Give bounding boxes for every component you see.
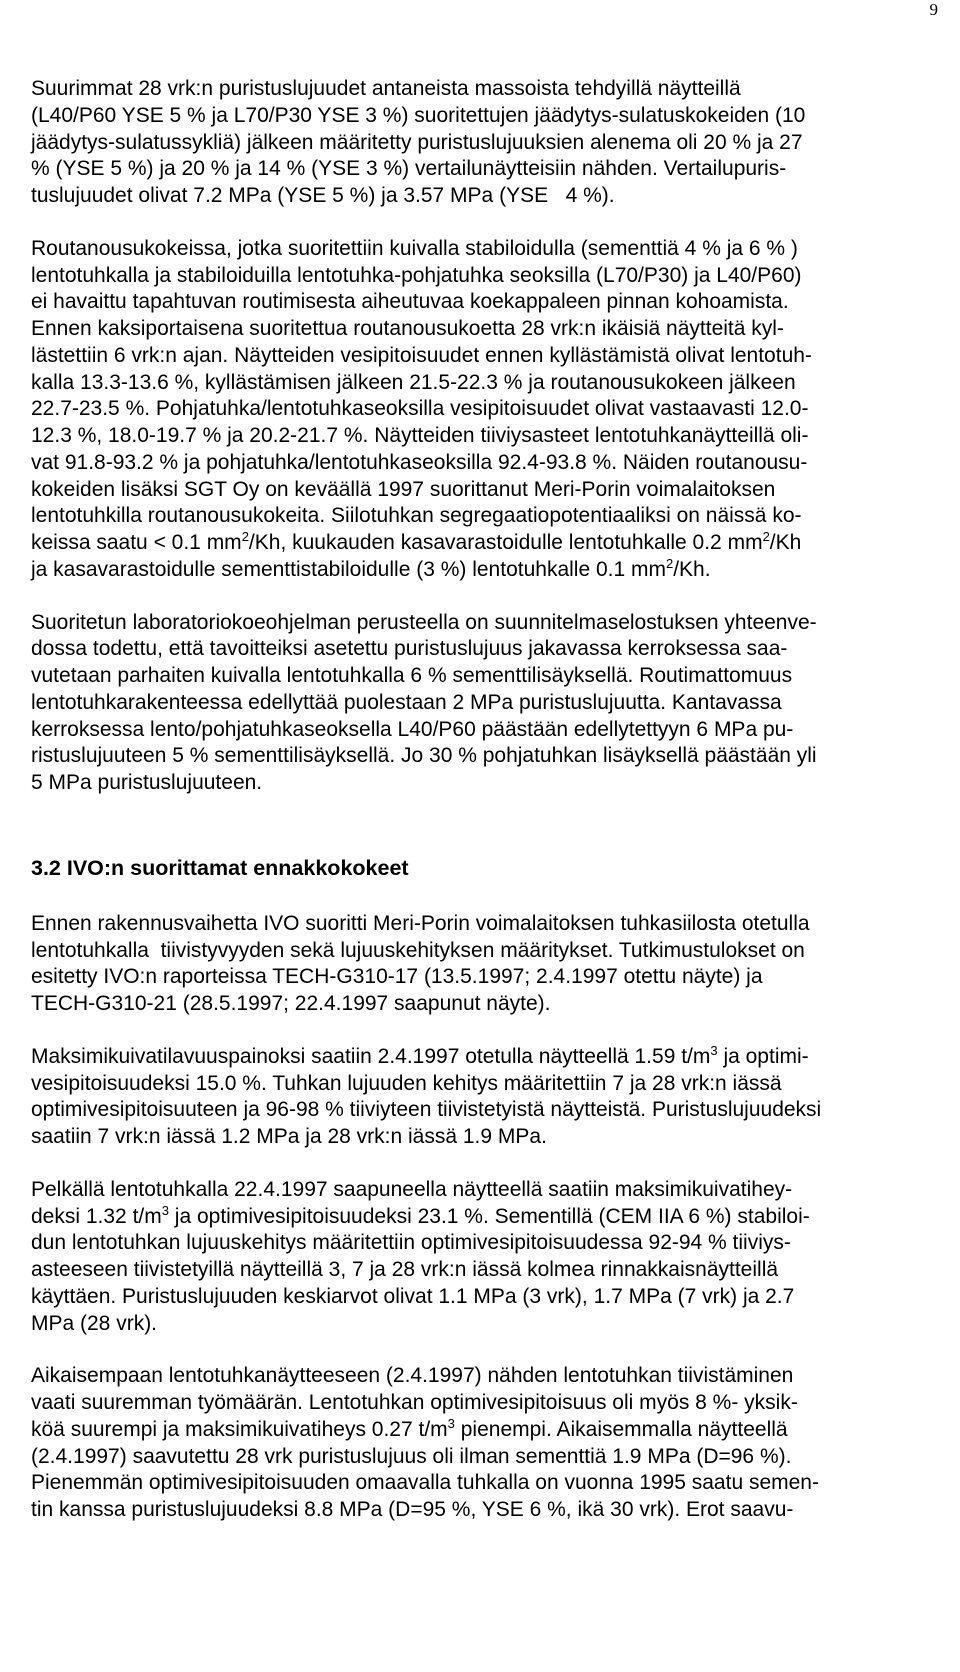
text-line: lentotuhkalla ja stabiloiduilla lentotuhka-pohjatuhka seoksilla (L70/P30) ja L40/P60) <box>31 263 802 287</box>
paragraph-freeze-thaw <box>31 76 960 210</box>
text-line: TECH-G310-21 (28.5.1997; 22.4.1997 saapunut näyte). <box>31 992 551 1015</box>
text-line: 5 MPa puristuslujuuteen. <box>31 771 263 794</box>
text-line: kalla 13.3-13.6 %, kyllästämisen jälkeen 21.5-22.3 % ja routanousukokeen jälkeen <box>31 370 796 394</box>
text-line: Ennen rakennusvaihetta IVO suoritti Meri-Porin voimalaitoksen tuhkasiilosta otetulla <box>31 911 810 935</box>
text-line: kokeiden lisäksi SGT Oy on keväällä 1997 suorittanut Meri-Porin voimalaitoksen <box>31 477 776 501</box>
text-line: vesipitoisuudeksi 15.0 %. Tuhkan lujuuden kehitys määritettiin 7 ja 28 vrk:n iässä <box>31 1071 782 1095</box>
text-segment: Maksimikuivatilavuuspainoksi saatiin 2.4.1997 otetulla näytteellä 1.59 t/m <box>31 1044 711 1068</box>
text-line: Aikaisempaan lentotuhkanäytteeseen (2.4.1997) nähden lentotuhkan tiivistäminen <box>31 1364 794 1388</box>
text-line: (L40/P60 YSE 5 % ja L70/P30 YSE 3 %) suoritettujen jäädytys-sulatuskokeiden (10 <box>31 103 806 127</box>
text-segment: /Kh. <box>673 557 711 581</box>
paragraph-comparison <box>31 1363 960 1524</box>
text-line: vaati suuremman työmäärän. Lentotuhkan optimivesipitoisuus oli myös 8 %- yksik- <box>31 1391 798 1414</box>
text-line: Suurimmat 28 vrk:n puristuslujuudet antaneista massoista tehdyillä näytteillä <box>31 77 741 100</box>
paragraph-frost-heave <box>31 236 960 584</box>
text-segment: deksi 1.32 t/m <box>31 1204 162 1228</box>
text-line: tuslujuudet olivat 7.2 MPa (YSE 5 %) ja 3.57 MPa (YSE 4 %). <box>31 184 615 207</box>
text-line: Pienemmän optimivesipitoisuuden omaavalla tuhkalla on vuonna 1995 saatu semen- <box>31 1471 819 1495</box>
text-segment: keissa saatu < 0.1 mm <box>31 531 242 554</box>
text-line: lentotuhkalla tiivistyvyyden sekä lujuuskehityksen määritykset. Tutkimustulokset on <box>31 938 805 962</box>
text-line: lästettiin 6 vrk:n ajan. Näytteiden vesipitoisuudet ennen kyllästämistä olivat lentotuh- <box>31 343 812 367</box>
text-line: käyttäen. Puristuslujuuden keskiarvot olivat 1.1 MPa (3 vrk), 1.7 MPa (7 vrk) ja 2.7 <box>31 1284 795 1308</box>
text-line: vat 91.8-93.2 % ja pohjatuhka/lentotuhkaseoksilla 92.4-93.8 %. Näiden routanousu- <box>31 450 808 474</box>
text-line: MPa (28 vrk). <box>31 1311 158 1335</box>
text-segment: ja kasavarastoidulle sementtistabiloidulle (3 %) lentotuhkalle 0.1 mm <box>31 557 666 581</box>
text-line: 22.7-23.5 %. Pohjatuhka/lentotuhkaseoksilla vesipitoisuudet olivat vastaavasti 12.0- <box>31 397 809 421</box>
text-line: dossa todettu, että tavoitteiksi asetettu puristuslujuus jakavassa kerroksessa saa- <box>31 637 788 661</box>
text-segment: ja optimi- <box>717 1044 809 1068</box>
paragraph-fly-ash-only <box>31 1177 960 1338</box>
text-line: Routanousukokeissa, jotka suoritettiin kuivalla stabiloidulla (sementtiä 4 % ja 6 % ) <box>31 236 798 260</box>
text-line: kerroksessa lento/pohjatuhkaseoksella L40/P60 päästään edellytettyyn 6 MPa pu- <box>31 717 794 741</box>
text-line: vutetaan parhaiten kuivalla lentotuhkalla 6 % sementtilisäyksellä. Routimattomuus <box>31 664 793 687</box>
text-line: jäädytys-sulatussykliä) jälkeen määritetty puristuslujuuksien alenema oli 20 % ja 27 <box>31 130 803 154</box>
superscript: 3 <box>161 1202 169 1218</box>
text-line: Suoritetun laboratoriokoeohjelman perusteella on suunnitelmaselostuksen yhteenve- <box>31 610 817 634</box>
section-heading: 3.2 IVO:n suorittamat ennakkokokeet <box>31 855 409 880</box>
text-line <box>31 530 960 557</box>
text-segment: pienempi. Aikaisemmalla näytteellä <box>454 1417 788 1441</box>
text-segment: köä suurempi ja maksimikuivatiheys 0.27 t/m <box>31 1417 448 1441</box>
text-line: dun lentotuhkan lujuuskehitys määritettiin optimivesipitoisuudessa 92-94 % tiiviys- <box>31 1231 791 1255</box>
text-line: (2.4.1997) saavutettu 28 vrk puristuslujuus oli ilman sementtiä 1.9 MPa (D=96 %). <box>31 1444 792 1468</box>
text-line <box>31 1417 960 1444</box>
superscript: 2 <box>762 529 770 544</box>
text-line: esitetty IVO:n raporteissa TECH-G310-17 (13.5.1997; 2.4.1997 otettu näyte) ja <box>31 965 763 989</box>
text-line <box>31 557 960 584</box>
superscript: 3 <box>447 1415 455 1431</box>
text-line: ristuslujuuteen 5 % sementtilisäyksellä. Jo 30 % pohjatuhkan lisäyksellä päästään yli <box>31 744 817 768</box>
text-line: 12.3 %, 18.0-19.7 % ja 20.2-21.7 %. Näytteiden tiiviysasteet lentotuhkanäytteillä oli- <box>31 424 809 447</box>
text-line: optimivesipitoisuuteen ja 96-98 % tiiviyteen tiivistetyistä näytteistä. Puristuslujuudeksi <box>31 1098 822 1122</box>
superscript: 2 <box>665 555 674 571</box>
text-line: saatiin 7 vrk:n iässä 1.2 MPa ja 28 vrk:n iässä 1.9 MPa. <box>31 1125 547 1148</box>
text-line <box>31 1204 960 1231</box>
text-line: lentotuhkilla routanousukokeita. Siilotuhkan segregaatiopotentiaaliksi on näissä ko- <box>31 504 802 528</box>
text-line <box>31 1044 960 1071</box>
superscript: 2 <box>241 529 249 544</box>
page-number: 9 <box>929 0 938 19</box>
text-segment: /Kh, kuukauden kasavarastoidulle lentotuhkalle 0.2 mm <box>248 531 763 554</box>
text-line: tin kanssa puristuslujuudeksi 8.8 MPa (D=95 %, YSE 6 %, ikä 30 vrk). Erot saavu- <box>31 1498 794 1521</box>
document-body <box>31 76 960 1524</box>
paragraph-max-density <box>31 1044 960 1151</box>
paragraph-ivo-intro <box>31 911 960 1018</box>
text-line: lentotuhkarakenteessa edellyttää puolestaan 2 MPa puristuslujuutta. Kantavassa <box>31 690 782 714</box>
superscript: 3 <box>710 1042 718 1058</box>
paragraph-lab-program <box>31 610 960 797</box>
text-line: Ennen kaksiportaisena suoritettua routanousukoetta 28 vrk:n ikäisiä näytteitä kyl- <box>31 317 784 340</box>
text-segment: ja optimivesipitoisuudeksi 23.1 %. Sementillä (CEM IIA 6 %) stabiloi- <box>168 1204 810 1228</box>
text-line: % (YSE 5 %) ja 20 % ja 14 % (YSE 3 %) vertailunäytteisiin nähden. Vertailupuris- <box>31 157 787 181</box>
text-segment: /Kh <box>769 531 802 554</box>
text-line: asteeseen tiivistetyillä näytteillä 3, 7 ja 28 vrk:n iässä kolmea rinnakkaisnäytteillä <box>31 1258 779 1281</box>
text-line: ei havaittu tapahtuvan routimisesta aiheutuvaa koekappaleen pinnan kohoamista. <box>31 290 789 314</box>
text-line: Pelkällä lentotuhkalla 22.4.1997 saapuneella näytteellä saatiin maksimikuivatihey- <box>31 1177 793 1201</box>
